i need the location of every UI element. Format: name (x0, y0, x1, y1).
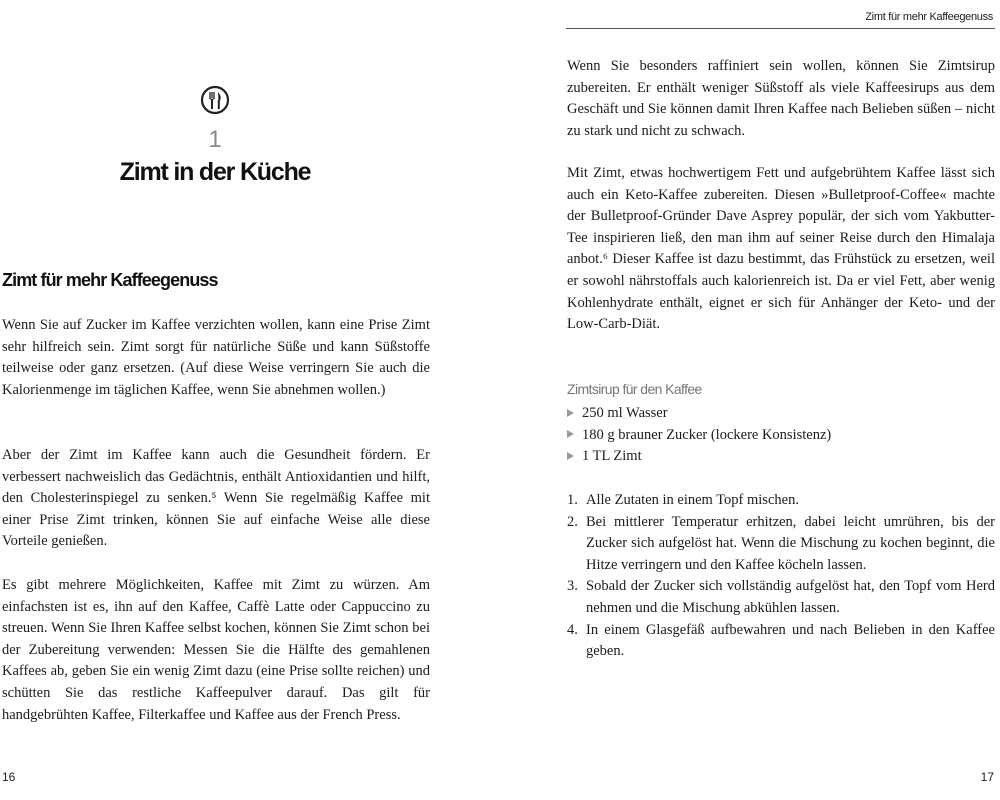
chapter-title: Zimt in der Küche (119, 158, 311, 186)
chapter-number: 1 (208, 126, 222, 153)
running-header (566, 8, 995, 29)
paragraph: Es gibt mehrere Möglichkeiten, Kaffee mit Zimt zu würzen. Am einfachsten ist es, ihn auf den Kaffee, Caffè Latte oder Cappuccino zu streuen. Wenn Sie Ihren Kaffee selbst kochen, können Sie Zimt schon bei der Zubereitung verwenden: Messen Sie die Hälfte des gemahlenen Kaffees ab, geben Sie ein wenig Zimt dazu (eine Prise sollte reichen) und schütten Sie das restliche Kaffeepulver darauf. Das gilt für handgebrühten Kaffee, Filterkaffee und Kaffee aus der French Press. (2, 577, 430, 723)
list-item (567, 576, 995, 619)
page-number: 17 (980, 770, 994, 784)
paragraph: Wenn Sie auf Zucker im Kaffee verzichten wollen, kann eine Prise Zimt sehr hilfreich sein. Zimt sorgt für natürliche Süße und kann Süßstoffe teilweise oder ganz ersetzen. (Auf diese Weise verringern Sie auch die Kalorienmenge im täglichen Kaffee, wenn Sie abnehmen wollen.) (2, 317, 430, 398)
step-text: Alle Zutaten in einem Topf mischen. (586, 492, 799, 508)
ingredient-text: 250 ml Wasser (582, 405, 668, 421)
step-text: Bei mittlerer Temperatur erhitzen, dabei leicht umrühren, bis der Zucker sich aufgelöst hat. Wenn die Mischung zu kochen beginnt, die Hitze verringern und den Kaffee köcheln lassen. (586, 513, 995, 573)
paragraph: Aber der Zimt im Kaffee kann auch die Gesundheit fördern. Er verbessert nachweislich das Gedächtnis, enthält Antioxidantien und hilft, den Cholesterinspiegel zu senken.⁵ Wenn Sie regelmäßig Kaffee mit einer Prise Zimt trinken, können Sie auf einfache Weise alle diese Vorteile genießen. (2, 447, 430, 550)
step-list (567, 490, 995, 663)
section-heading: Zimt für mehr Kaffeegenuss (2, 270, 218, 290)
step-number: 3. (567, 578, 578, 595)
list-item (567, 512, 995, 577)
list-item (567, 490, 995, 512)
recipe-title: Zimtsirup für den Kaffee (567, 381, 702, 397)
step-text: Sobald der Zucker sich vollständig aufgelöst hat, den Topf vom Herd nehmen und die Mischung abkühlen lassen. (586, 578, 995, 616)
step-number: 4. (567, 621, 578, 638)
triangle-bullet-icon (567, 452, 574, 460)
list-item (567, 425, 831, 447)
cutlery-icon (199, 84, 231, 116)
ingredient-list (567, 403, 831, 468)
ingredient-text: 1 TL Zimt (582, 448, 642, 465)
list-item (567, 446, 831, 468)
paragraph: Wenn Sie besonders raffiniert sein wollen, können Sie Zimtsirup zubereiten. Er enthält weniger Süßstoff als viele Kaffeesirups aus dem Geschäft und Sie können damit Ihren Kaffee nach Belieben süßen – nicht zu stark und nicht zu schwach. (567, 58, 995, 139)
triangle-bullet-icon (567, 430, 574, 438)
triangle-bullet-icon (567, 409, 574, 417)
list-item (567, 403, 831, 425)
ingredient-text: 180 g brauner Zucker (lockere Konsistenz) (582, 426, 832, 443)
right-page (500, 0, 1000, 800)
step-text: In einem Glasgefäß aufbewahren und nach Belieben in den Kaffee geben. (586, 621, 995, 660)
list-item (567, 620, 995, 663)
page-number: 16 (2, 770, 16, 784)
running-header-text: Zimt für mehr Kaffeegenuss (865, 11, 993, 23)
paragraph: Mit Zimt, etwas hochwertigem Fett und aufgebrühtem Kaffee lässt sich auch ein Keto-Kaffee zubereiten. Diesen »Bulletproof-Coffee« machte der Bulletproof-Gründer Dave Asprey populär, der sich vom Yakbutter-Tee inspirieren ließ, den man ihm auf seiner Reise durch den Himalaja anbot.⁶ Dieser Kaffee ist dazu bestimmt, das Frühstück zu ersetzen, weil er sowohl nährstoffals auch kalorienreich ist. Da er viel Fett, aber wenig Kohlenhydrate enthält, eignet er sich für Anhänger der Keto- und der Low-Carb-Diät. (567, 165, 995, 333)
step-number: 1. (567, 492, 578, 508)
step-number: 2. (567, 513, 578, 530)
